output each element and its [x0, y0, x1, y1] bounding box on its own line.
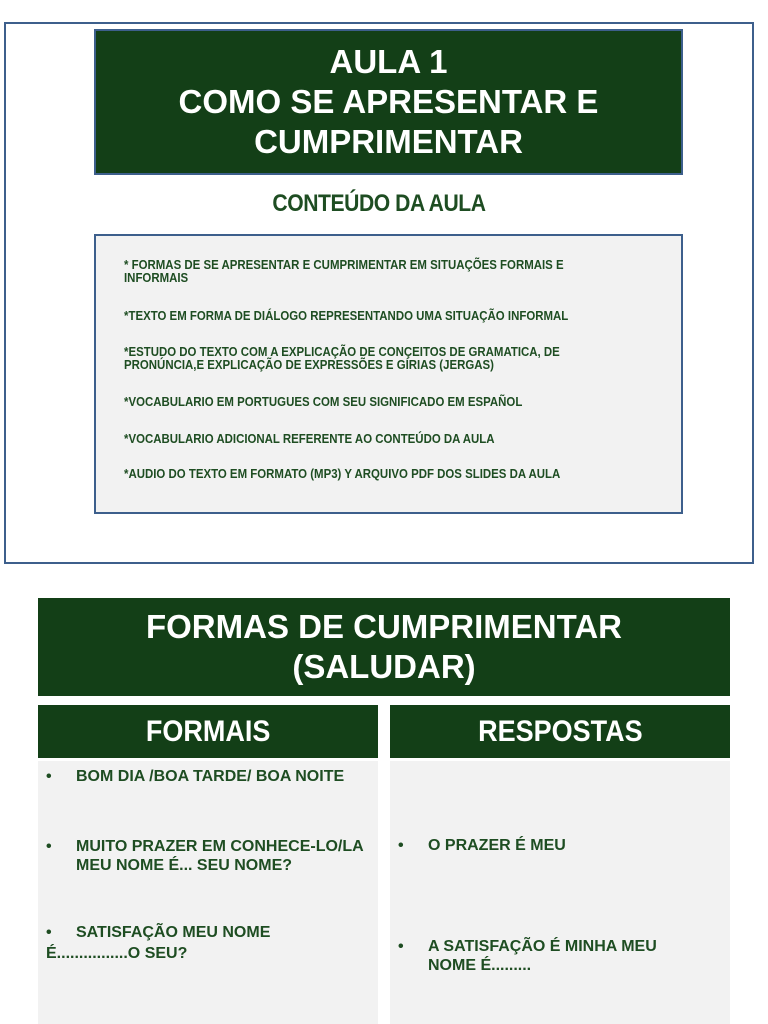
formais-header-label: FORMAIS [145, 714, 271, 748]
content-item: *ESTUDO DO TEXTO COM A EXPLICAÇÃO DE CONÇEITOS DE GRAMATICA, DE PRONÚNCIA,E EXPLICAÇÃO DE EXPRESSÕES E GÍRIAS (JERGAS) [124, 344, 560, 372]
section-heading: CONTEÚDO DA AULA [272, 190, 486, 217]
title-line-1: FORMAS DE CUMPRIMENTAR [145, 608, 623, 645]
content-item: *AUDIO DO TEXTO EM FORMATO (MP3) Y ARQUIVO PDF DOS SLIDES DA AULA [124, 466, 561, 481]
list-item-text: O PRAZER É MEU [428, 837, 566, 854]
list-item [46, 837, 376, 875]
list-item [46, 767, 376, 786]
slide-title-box [94, 29, 683, 175]
list-item-text: MUITO PRAZER EM CONHECE-LO/LA MEU NOME É... SEU NOME? [76, 838, 364, 874]
bullet-icon: • [46, 838, 52, 855]
slide-title-box [38, 598, 730, 696]
list-item-text: A SATISFAÇÃO É MINHA MEU NOME É......... [428, 938, 657, 974]
bullet-icon: • [398, 837, 404, 854]
title-line-1: AULA 1 [329, 43, 448, 80]
bullet-icon: • [46, 924, 52, 941]
list-item-continuation: É................O SEU? [46, 945, 188, 962]
content-item: *TEXTO EM FORMA DE DIÁLOGO REPRESENTANDO UMA SITUAÇÃO INFORMAL [124, 308, 569, 323]
respostas-header [390, 705, 730, 758]
list-item-text: SATISFAÇÃO MEU NOME [76, 924, 271, 941]
bullet-icon: • [398, 938, 404, 955]
content-item: *VOCABULARIO EM PORTUGUES COM SEU SIGNIFICADO EM ESPAÑOL [124, 394, 523, 409]
slide-formas-de-cumprimentar [38, 598, 730, 1024]
list-item-text: BOM DIA /BOA TARDE/ BOA NOITE [76, 768, 345, 785]
content-item: *VOCABULARIO ADICIONAL REFERENTE AO CONTEÚDO DA AULA [124, 431, 495, 446]
slide-aula-1 [4, 22, 754, 564]
formais-panel [38, 761, 378, 1024]
respostas-header-label: RESPOSTAS [477, 714, 643, 748]
respostas-panel [390, 761, 730, 1024]
title-line-2: (SALUDAR) [292, 648, 476, 685]
bullet-icon: • [46, 768, 52, 785]
list-item [398, 836, 728, 855]
list-item [398, 937, 698, 975]
content-item: * FORMAS DE SE APRESENTAR E CUMPRIMENTAR EM SITUAÇÕES FORMAIS E INFORMAIS [124, 257, 564, 285]
title-line-2: COMO SE APRESENTAR E [178, 83, 599, 120]
title-line-3: CUMPRIMENTAR [254, 123, 523, 160]
list-item [46, 923, 376, 942]
formais-header [38, 705, 378, 758]
content-list-box [94, 234, 683, 514]
